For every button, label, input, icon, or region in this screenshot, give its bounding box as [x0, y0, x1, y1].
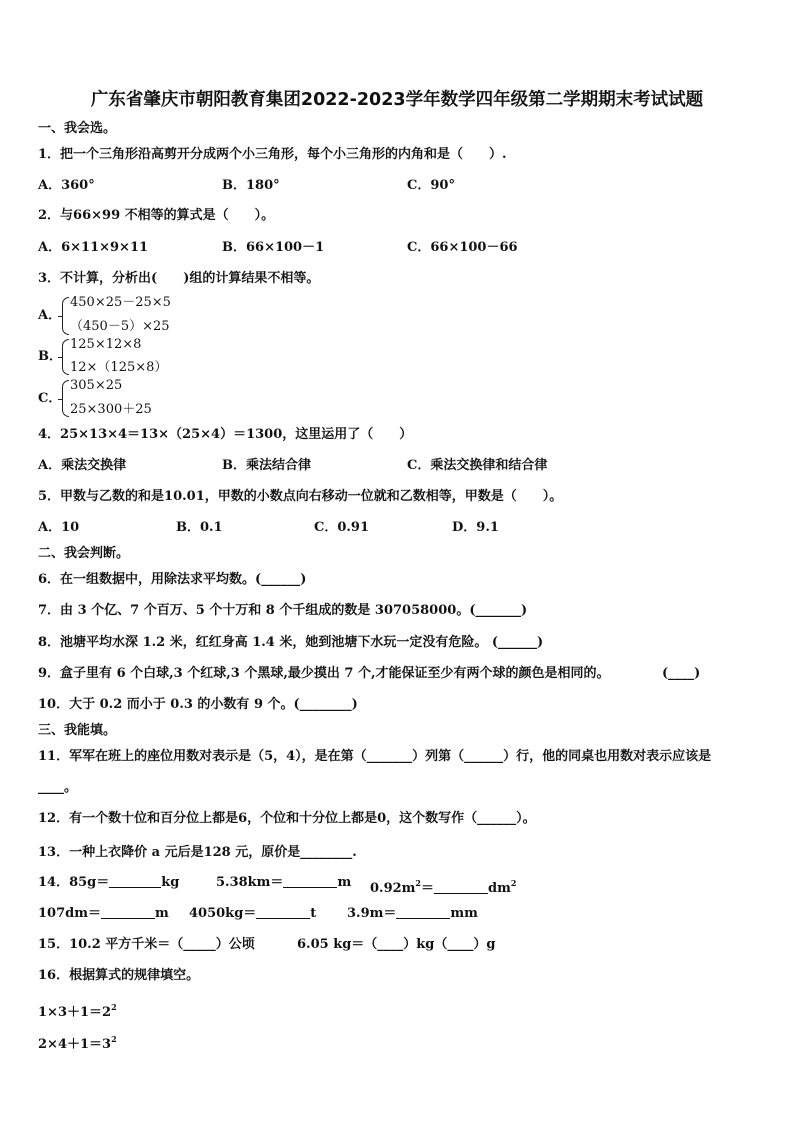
question-4-option-b: B．乘法结合律: [222, 458, 311, 473]
question-16-example-2: [38, 1031, 117, 1053]
question-14-unit-4: m: [154, 906, 169, 921]
example-expression: 2×4＋1＝3: [38, 1037, 112, 1052]
answer-blank: [101, 906, 155, 919]
question-6-text: 6．在一组数据中，用除法求平均数。(______): [38, 572, 307, 587]
question-16-text: 16．根据算式的规律填空。: [38, 968, 200, 983]
question-14-unit-5: t: [310, 906, 317, 921]
question-1-option-c: C．90°: [407, 178, 455, 193]
superscript: 2: [111, 1002, 117, 1012]
question-4-option-a: A．乘法交换律: [38, 458, 127, 473]
question-10-text: 10．大于 0.2 而小于 0.3 的小数有 9 个。(________): [38, 697, 358, 712]
answer-blank: [283, 875, 337, 888]
question-12-text: 12．有一个数十位和百分位上都是6，个位和十分位上都是0，这个数写作（______）。: [38, 811, 536, 826]
question-1-option-a: A．360°: [38, 178, 95, 193]
question-14-item-3: 0.92m: [370, 881, 416, 896]
question-14-item-4: 107dm＝: [38, 906, 101, 921]
brace-icon: [62, 339, 69, 375]
question-5-text: 5．甲数与乙数的和是10.01，甲数的小数点向右移动一位就和乙数相等，甲数是（ ）。: [38, 489, 563, 504]
question-14-item-6: 3.9m＝: [347, 906, 397, 921]
question-14-unit-1: kg: [161, 875, 180, 890]
question-14-number: 14．: [38, 875, 70, 890]
question-14-equals-3: ＝: [421, 881, 435, 896]
example-expression: 1×3＋1＝2: [38, 1005, 112, 1020]
question-5-option-d: D．9.1: [452, 520, 499, 535]
question-2-option-a: A．6×11×9×11: [38, 240, 149, 255]
question-3-option-a-line-1: 450×25－25×5: [70, 295, 171, 310]
question-14-item-1: 85g＝: [69, 875, 110, 890]
question-14-unit-2: m: [337, 875, 352, 890]
question-14-unit-6: mm: [450, 906, 478, 921]
superscript: 2: [111, 1034, 117, 1044]
section-heading-fill: 三、我能填。: [38, 723, 117, 738]
question-5-option-c: C．0.91: [314, 520, 370, 535]
question-9-text: 9．盒子里有 6 个白球,3 个红球,3 个黑球,最少摸出 7 个,才能保证至少有两个球的颜色是相同的。: [38, 666, 610, 681]
superscript: 2: [510, 878, 517, 888]
question-4-text: 4．25×13×4＝13×（25×4）＝1300，这里运用了（ ）: [38, 427, 413, 442]
question-3-option-b-label: B．: [38, 349, 62, 364]
question-3-option-c-line-2: 25×300＋25: [70, 402, 152, 417]
question-15-part-1: 15．10.2 平方千米＝（_____）公顷: [38, 937, 255, 952]
section-heading-judge: 二、我会判断。: [38, 546, 130, 561]
question-13-text: 13．一种上衣降价 a 元后是128 元，原价是________.: [38, 845, 357, 860]
question-14-item-2: 5.38km＝: [216, 875, 284, 890]
question-3-option-a-label: A．: [38, 308, 62, 323]
question-4-option-c: C．乘法交换律和结合律: [407, 458, 548, 473]
question-16-example-1: [38, 999, 117, 1021]
question-9-answer-blank: (____): [662, 666, 701, 681]
question-14-row-2: [38, 906, 169, 922]
question-14-row-1b: [216, 875, 351, 891]
brace-icon: [62, 297, 69, 335]
question-3-option-b-line-1: 125×12×8: [70, 337, 142, 352]
question-3-option-c-line-1: 305×25: [70, 378, 123, 393]
answer-blank: [256, 906, 310, 919]
question-3-option-a-line-2: （450－5）×25: [70, 319, 170, 334]
question-3-option-b-line-2: 12×（125×8）: [70, 360, 168, 375]
question-3-text: 3．不计算，分析出( )组的计算结果不相等。: [38, 271, 320, 286]
question-7-text: 7．由 3 个亿、7 个百万、5 个十万和 8 个千组成的数是 307058000。(_______): [38, 603, 528, 618]
question-3-option-c-label: C．: [38, 391, 62, 406]
question-11-text: 11．军军在班上的座位用数对表示是（5，4），是在第（_______）列第（______）行，他的同桌也用数对表示应该是: [38, 749, 712, 764]
section-heading-choice: 一、我会选。: [38, 121, 117, 136]
answer-blank: [109, 875, 161, 888]
brace-icon: [62, 380, 69, 417]
question-2-option-b: B．66×100－1: [222, 240, 325, 255]
question-14-row-2b: [189, 906, 316, 922]
question-11-tail: ____。: [38, 780, 78, 795]
answer-blank: [396, 906, 450, 919]
page-title: 广东省肇庆市朝阳教育集团2022-2023学年数学四年级第二学期期末考试试题: [90, 90, 704, 110]
answer-blank: [434, 881, 488, 894]
question-15-part-2: 6.05 kg＝（____）kg（____）g: [297, 937, 496, 952]
question-1-option-b: B．180°: [222, 178, 280, 193]
question-1-text: 1．把一个三角形沿高剪开分成两个小三角形，每个小三角形的内角和是（ ）.: [38, 147, 507, 162]
question-8-text: 8．池塘平均水深 1.2 米，红红身高 1.4 米，她到池塘下水玩一定没有危险。 (______): [38, 635, 544, 650]
question-2-text: 2．与66×99 不相等的算式是（ ）。: [38, 208, 275, 223]
question-5-option-b: B．0.1: [176, 520, 223, 535]
question-2-option-c: C．66×100－66: [407, 240, 518, 255]
question-14-unit-3: dm: [488, 881, 511, 896]
question-14-row-2c: [347, 906, 478, 922]
question-14-item-5: 4050kg＝: [189, 906, 257, 921]
superscript: 2: [415, 878, 421, 888]
question-5-option-a: A．10: [38, 520, 80, 535]
question-14-row-1: [38, 875, 179, 891]
question-14-row-1c: [370, 875, 516, 897]
